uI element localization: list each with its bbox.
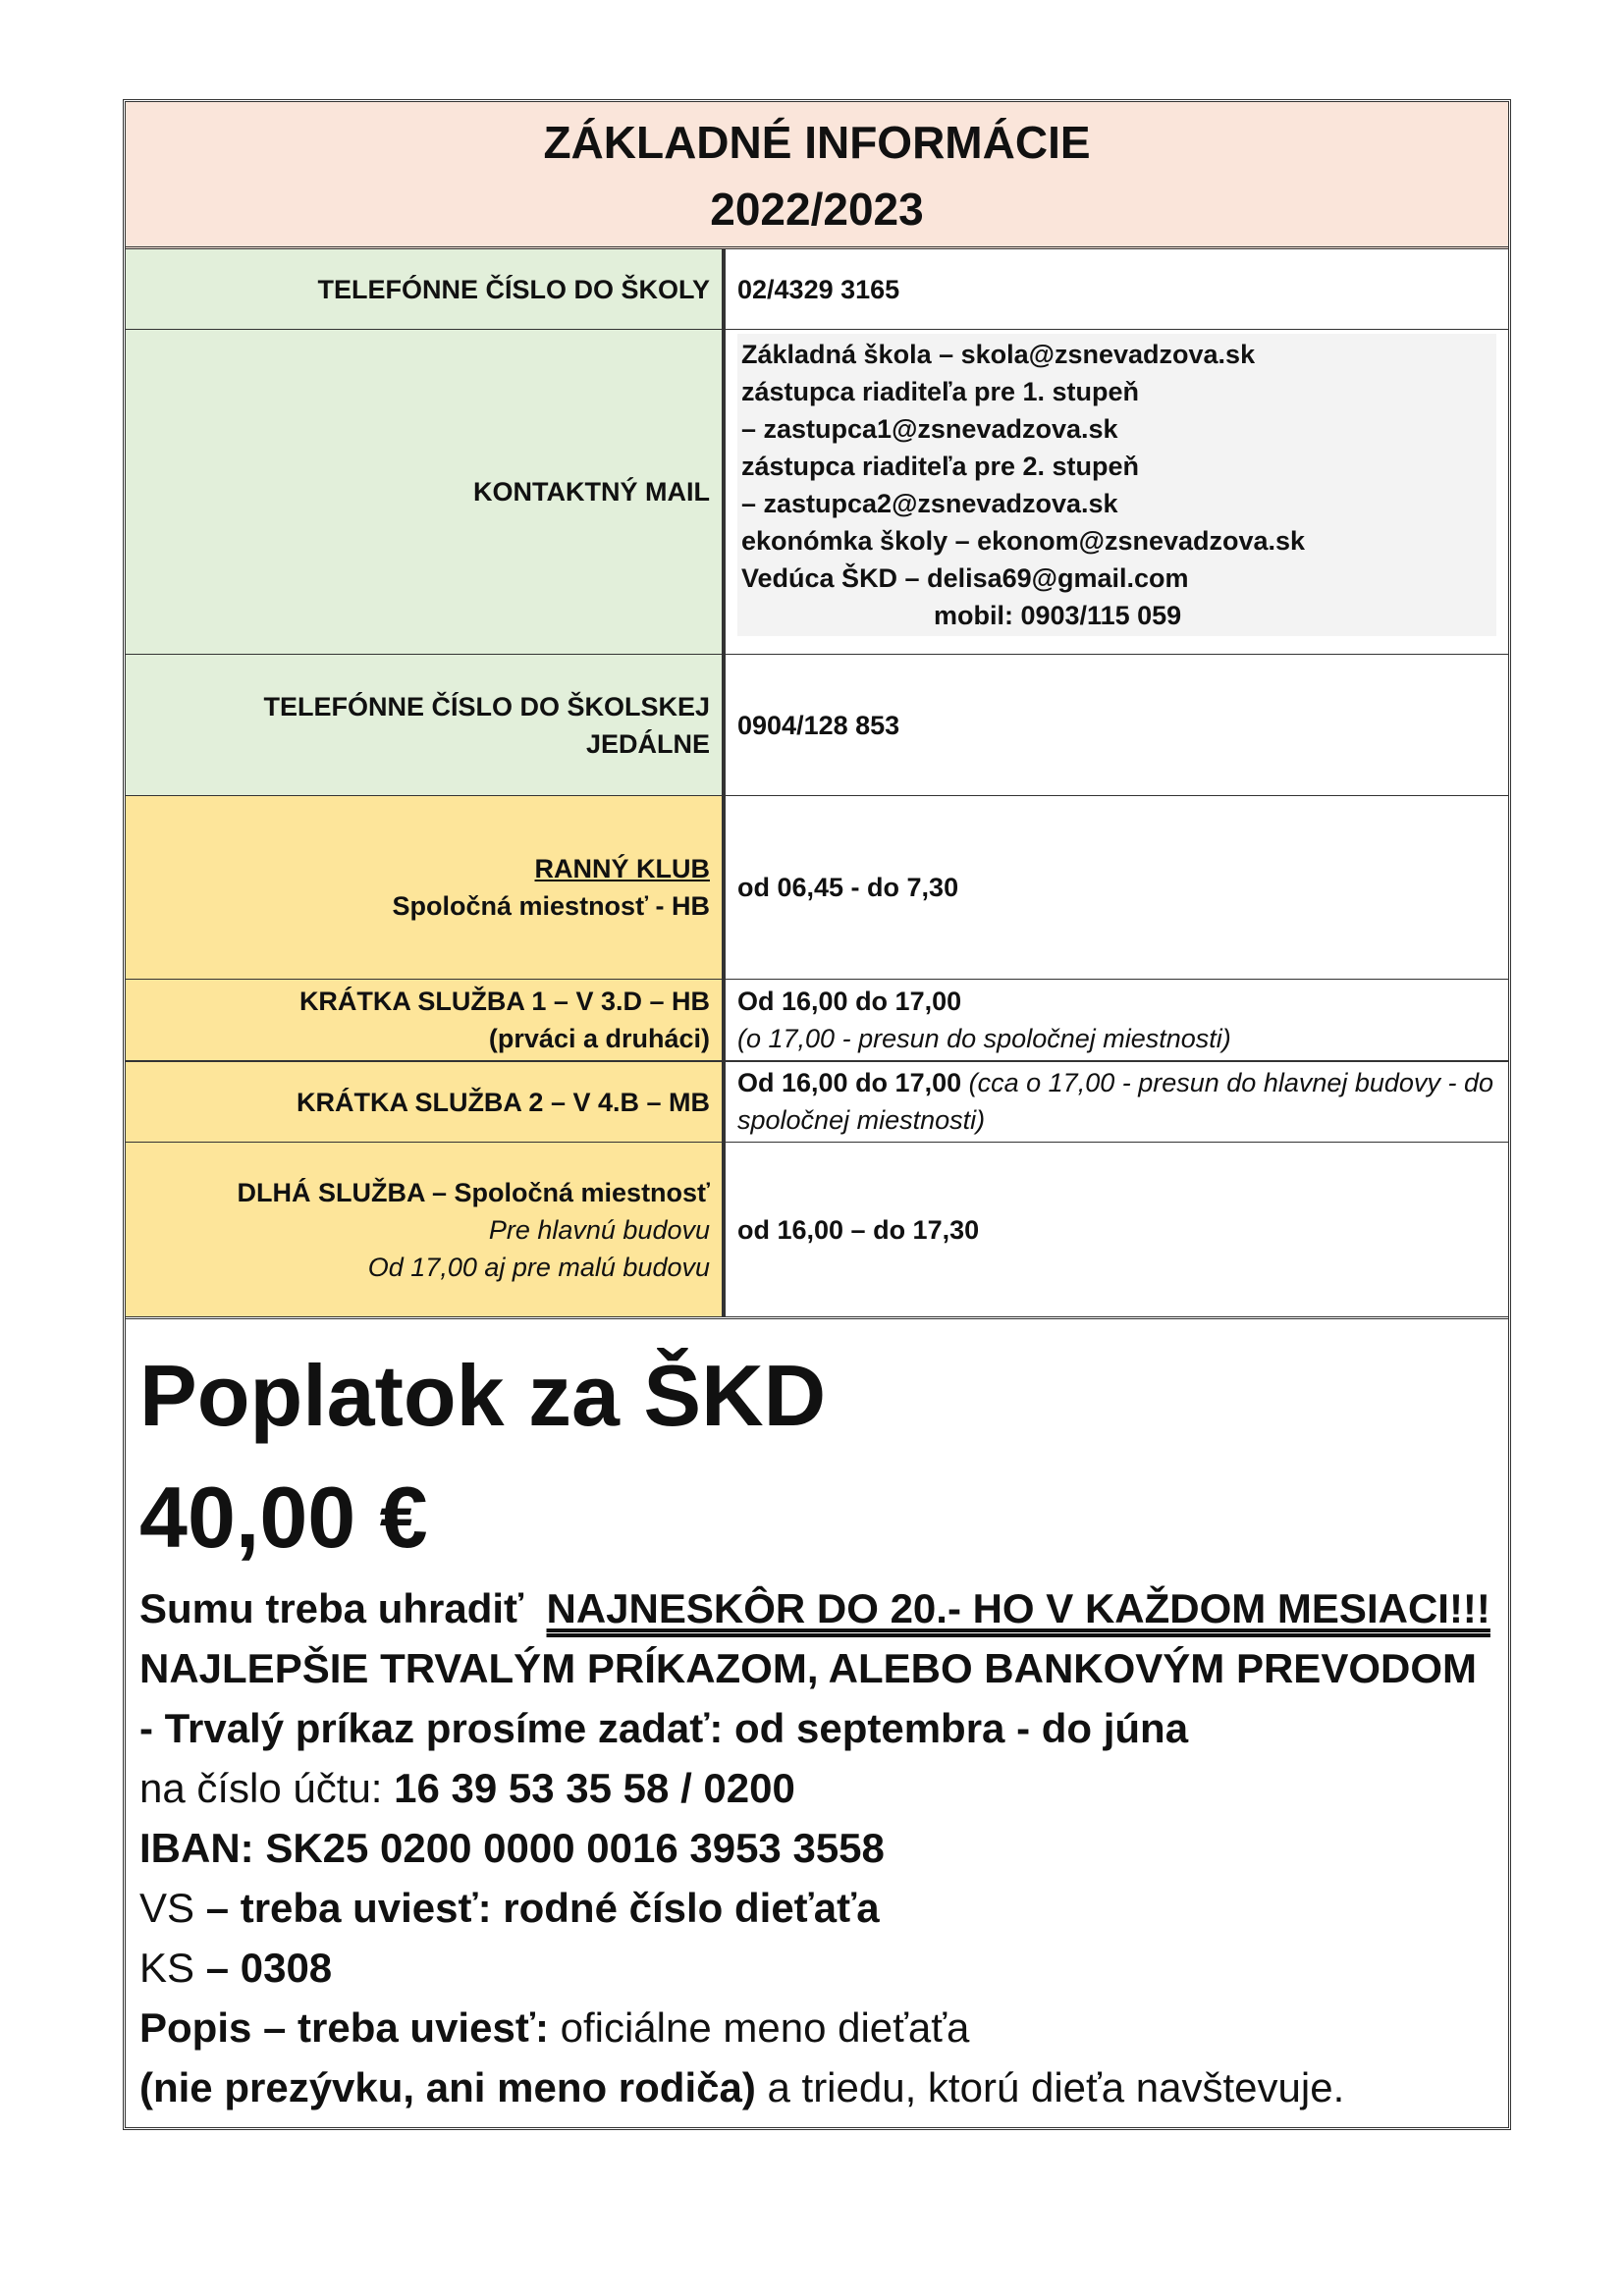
fee-desc-prefix: Popis – treba uviesť: bbox=[139, 2004, 549, 2051]
fee-method: NAJLEPŠIE TRVALÝM PRÍKAZOM, ALEBO BANKOVÝM PREVODOM bbox=[139, 1645, 1477, 1691]
header-year: 2022/2023 bbox=[710, 184, 924, 235]
short-service-1-note: (o 17,00 - presun do spoločnej miestnosti) bbox=[737, 1024, 1231, 1053]
long-service-main-building: Pre hlavnú budovu bbox=[488, 1214, 710, 1245]
long-service-value: od 16,00 – do 17,30 bbox=[737, 1214, 980, 1245]
contact-mail-cell bbox=[726, 330, 1508, 654]
contact-mail-label: KONTAKTNÝ MAIL bbox=[126, 330, 726, 654]
fee-account-number: 16 39 53 35 58 / 0200 bbox=[394, 1765, 795, 1811]
long-service-label-cell bbox=[126, 1143, 726, 1316]
fee-vs bbox=[139, 1878, 1494, 1938]
fee-ks-prefix: KS bbox=[139, 1945, 195, 1991]
short-service-1-cell bbox=[726, 980, 1508, 1060]
short-service-1-time: Od 16,00 do 17,00 bbox=[737, 987, 962, 1016]
fee-vs-prefix: VS bbox=[139, 1885, 195, 1931]
mail-line: zástupca riaditeľa pre 1. stupeň bbox=[741, 377, 1140, 406]
fee-desc-bold: (nie prezývku, ani meno rodiča) bbox=[139, 2064, 756, 2110]
fee-vs-text: – treba uviesť: rodné číslo dieťaťa bbox=[205, 1885, 880, 1931]
fee-deadline-prefix: Sumu treba uhradiť bbox=[139, 1585, 524, 1631]
fee-ks-text: – 0308 bbox=[205, 1945, 333, 1991]
fee-description bbox=[139, 1998, 1494, 2057]
table-header bbox=[126, 102, 1508, 249]
fee-title: Poplatok za ŠKD bbox=[139, 1347, 827, 1444]
school-phone-value: 02/4329 3165 bbox=[737, 274, 900, 304]
school-phone-label: TELEFÓNNE ČÍSLO DO ŠKOLY bbox=[126, 249, 726, 329]
mail-line: – zastupca1@zsnevadzova.sk bbox=[741, 414, 1118, 444]
row-canteen-phone bbox=[126, 655, 1508, 796]
fee-deadline bbox=[139, 1578, 1494, 1638]
short-service-1-sublabel: (prváci a druháci) bbox=[488, 1024, 710, 1053]
mail-line: Základná škola – skola@zsnevadzova.sk bbox=[741, 340, 1256, 369]
row-long-service bbox=[126, 1143, 1508, 1316]
long-service-small-building: Od 17,00 aj pre malú budovu bbox=[367, 1252, 710, 1282]
fee-desc-text: oficiálne meno dieťaťa bbox=[560, 2004, 970, 2051]
contact-mail-list bbox=[737, 334, 1496, 636]
fee-standing-order: - Trvalý príkaz prosíme zadať: od septembra - do júna bbox=[139, 1705, 1189, 1751]
short-service-2-note: (cca o 17,00 - presun do hlavnej budovy - do spoločnej miestnosti) bbox=[737, 1068, 1493, 1135]
fee-amount: 40,00 € bbox=[139, 1468, 428, 1566]
morning-club-label-cell bbox=[126, 796, 726, 979]
row-school-phone bbox=[126, 249, 1508, 330]
mail-line: ekonómka školy – ekonom@zsnevadzova.sk bbox=[741, 526, 1306, 556]
mail-line: – zastupca2@zsnevadzova.sk bbox=[741, 489, 1118, 518]
short-service-2-label: KRÁTKA SLUŽBA 2 – V 4.B – MB bbox=[126, 1062, 726, 1142]
fee-deadline-date: NAJNESKÔR DO 20.- HO V KAŽDOM MESIACI!!! bbox=[546, 1585, 1490, 1631]
fee-section bbox=[126, 1316, 1508, 2127]
morning-club-label: RANNÝ KLUB bbox=[534, 854, 710, 883]
mail-line: Vedúca ŠKD – delisa69@gmail.com bbox=[741, 563, 1189, 593]
short-service-1-label: KRÁTKA SLUŽBA 1 – V 3.D – HB bbox=[298, 987, 710, 1016]
row-morning-club bbox=[126, 796, 1508, 980]
mail-line: mobil: 0903/115 059 bbox=[934, 601, 1182, 630]
short-service-1-label-cell bbox=[126, 980, 726, 1060]
morning-club-value: od 06,45 - do 7,30 bbox=[737, 873, 959, 902]
row-short-service-1 bbox=[126, 980, 1508, 1062]
short-service-2-time: Od 16,00 do 17,00 bbox=[737, 1068, 962, 1097]
fee-account bbox=[139, 1758, 1494, 1818]
fee-description-2 bbox=[139, 2057, 1494, 2117]
canteen-phone-label: TELEFÓNNE ČÍSLO DO ŠKOLSKEJ JEDÁLNE bbox=[126, 655, 726, 795]
mail-line: zástupca riaditeľa pre 2. stupeň bbox=[741, 452, 1140, 481]
morning-club-room: Spoločná miestnosť - HB bbox=[392, 891, 710, 921]
fee-ks bbox=[139, 1938, 1494, 1998]
row-short-service-2 bbox=[126, 1062, 1508, 1143]
short-service-2-cell bbox=[726, 1062, 1508, 1142]
fee-iban: IBAN: SK25 0200 0000 0016 3953 3558 bbox=[139, 1825, 885, 1871]
row-contact-mail bbox=[126, 330, 1508, 655]
info-table bbox=[123, 99, 1511, 2130]
canteen-phone-value: 0904/128 853 bbox=[737, 710, 900, 740]
fee-desc-rest: a triedu, ktorú dieťa navštevuje. bbox=[767, 2064, 1345, 2110]
fee-account-prefix: na číslo účtu: bbox=[139, 1765, 383, 1811]
long-service-label: DLHÁ SLUŽBA – Spoločná miestnosť bbox=[237, 1177, 710, 1207]
header-title: ZÁKLADNÉ INFORMÁCIE bbox=[543, 117, 1091, 168]
